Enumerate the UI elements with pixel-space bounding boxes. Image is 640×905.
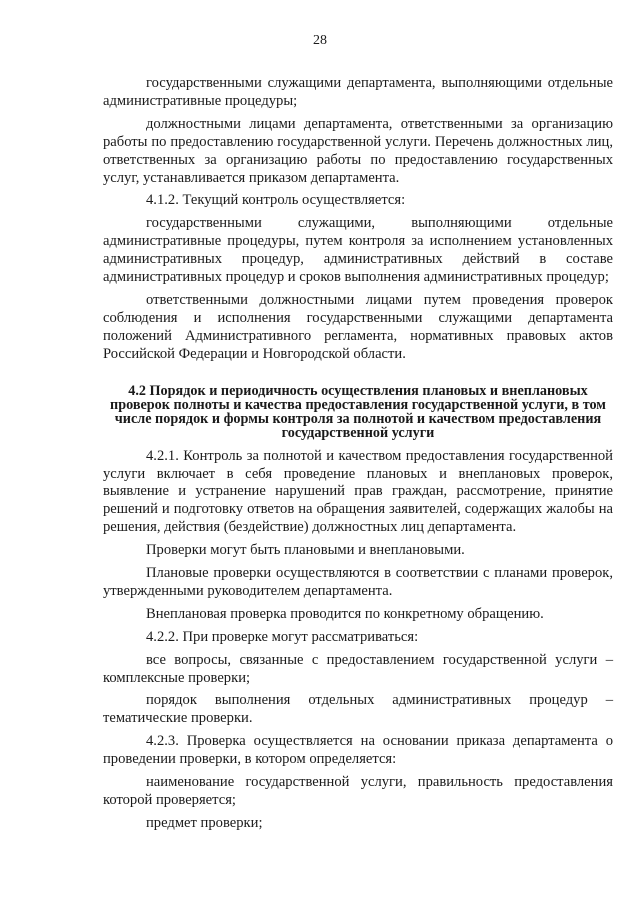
paragraph: предмет проверки;	[146, 814, 263, 831]
paragraph: должностными лицами департамента, ответственными за организацию работы по предоставлению государственной услуги. Перечень должностных лиц, ответственных за организацию работы по предоставлению государственных услуг, устанавливается приказом департамента.	[103, 115, 613, 186]
paragraph: порядок выполнения отдельных административных процедур – тематические проверки.	[103, 692, 613, 727]
paragraph: ответственными должностными лицами путем проведения проверок соблюдения и исполнения государственными служащими департамента положений Административного регламента, нормативных правовых актов Российской Федерации и Новгородской области.	[103, 291, 613, 362]
paragraph: все вопросы, связанные с предоставлением государственной услуги – комплексные проверки;	[103, 651, 613, 686]
section-heading: 4.2 Порядок и периодичность осуществления плановых и внеплановых проверок полноты и качества предоставления государственной услуги, в том числе порядок и формы контроля за полнотой и качеством предоставления государственной услуги	[110, 382, 606, 441]
paragraph: государственными служащими, выполняющими отдельные административные процедуры, путем контроля за исполнением установленных административных процедур, административных действий в составе административных процедур и сроков выполнения административных процедур;	[103, 215, 613, 286]
paragraph: государственными служащими департамента, выполняющими отдельные административные процедуры;	[103, 75, 613, 109]
page-number: 28	[313, 33, 327, 48]
paragraph: 4.2.3. Проверка осуществляется на основании приказа департамента о проведении проверки, в котором определяется:	[103, 733, 613, 768]
paragraph: 4.2.2. При проверке могут рассматриваться:	[146, 628, 419, 645]
paragraph: Плановые проверки осуществляются в соответствии с планами проверок, утвержденными руководителем департамента.	[103, 565, 613, 599]
body-text	[103, 75, 613, 833]
paragraph: Внеплановая проверка проводится по конкретному обращению.	[146, 605, 544, 622]
paragraph: Проверки могут быть плановыми и внеплановыми.	[146, 542, 465, 559]
paragraph: наименование государственной услуги, правильность предоставления которой проверяется;	[103, 774, 613, 808]
paragraph: 4.2.1. Контроль за полнотой и качеством предоставления государственной услуги включает в себя проведение плановых и внеплановых проверок, выявление и устранение нарушений прав граждан, рассмотрение, принятие решений и подготовку ответов на обращения заявителей, содержащих жалобы на решения, действия (бездействие) должностных лиц департамента.	[103, 447, 613, 536]
paragraph: 4.1.2. Текущий контроль осуществляется:	[146, 192, 406, 209]
